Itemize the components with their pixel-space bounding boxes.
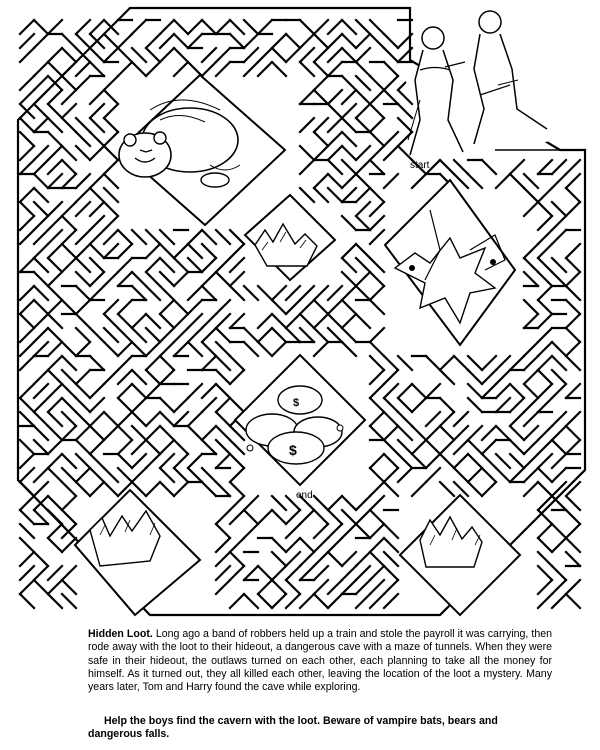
svg-text:$: $: [289, 442, 297, 458]
loot-illustration: [235, 355, 365, 485]
story-title: Hidden Loot.: [88, 628, 153, 640]
story-paragraph: [88, 628, 552, 694]
story-body: Long ago a band of robbers held up a train and stole the payroll it was carrying, then rode away with the loot to their hideout, a dangerous cave with a maze of tunnels. When they were safe in their hideout, the outlaws turned on each other, each planning to take all the money for himself. As it turned out, they all killed each other, leaving the location of the loot a mystery. Many years later, Tom and Harry found the cave while exploring.: [88, 628, 552, 694]
bats-illustration: [385, 180, 515, 345]
start-label: start: [410, 160, 430, 171]
svg-text:$: $: [293, 397, 300, 409]
end-label: end: [296, 490, 313, 501]
instructions: Help the boys find the cavern with the loot. Beware of vampire bats, bears and dangerous falls.: [88, 715, 498, 741]
rocks-illustration: [400, 495, 520, 615]
boys-illustration: [405, 11, 570, 155]
rocks-illustration: [245, 195, 335, 280]
rocks-illustration: [75, 490, 200, 615]
bear-illustration: [119, 75, 285, 225]
